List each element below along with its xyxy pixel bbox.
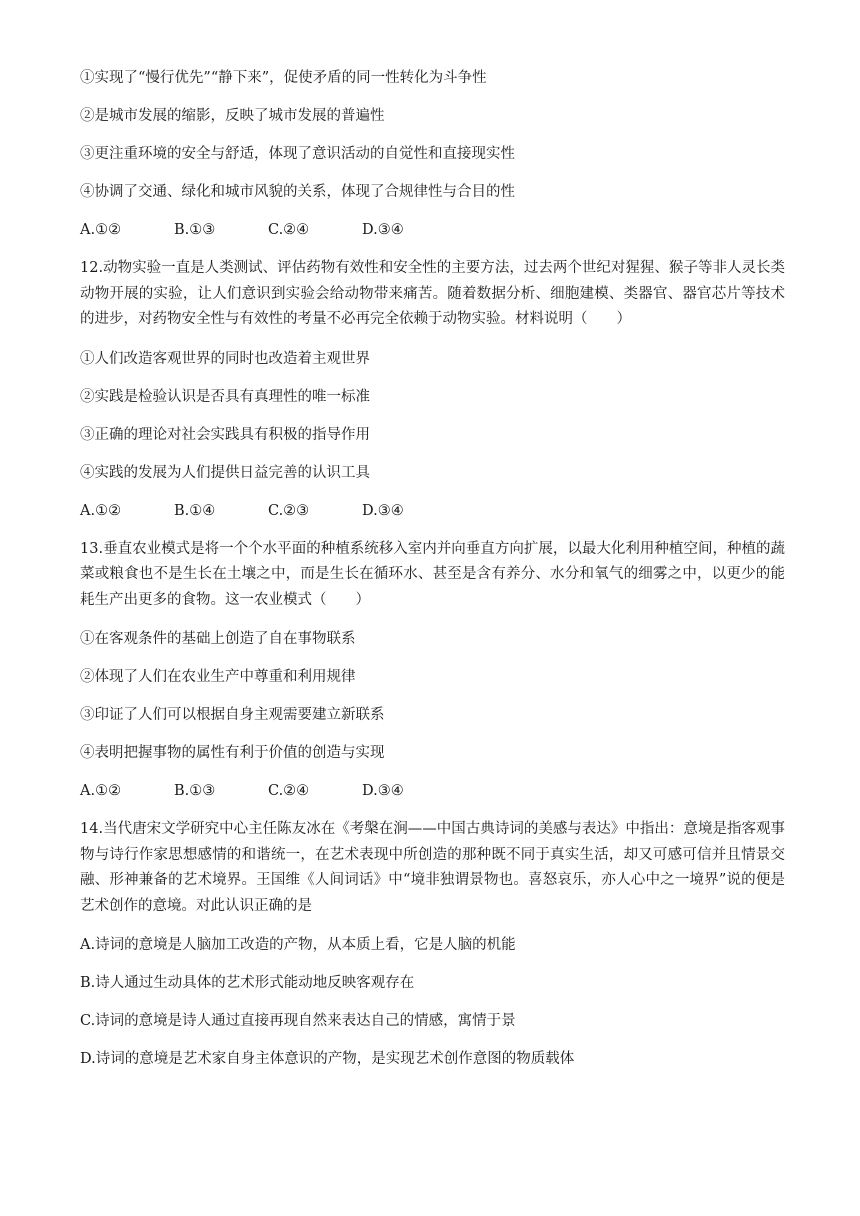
q11-option-3: ③更注重环境的安全与舒适，体现了意识活动的自觉性和直接现实性	[80, 146, 515, 162]
q13-choice-a: A.①②	[80, 783, 122, 799]
q11-choice-b: B.①③	[174, 222, 216, 238]
q13-option-4: ④表明把握事物的属性有利于价值的创造与实现	[80, 745, 385, 761]
q13-option-3: ③印证了人们可以根据自身主观需要建立新联系	[80, 707, 385, 723]
q11-option-2: ②是城市发展的缩影，反映了城市发展的普遍性	[80, 108, 385, 124]
q13-choice-c: C.②④	[268, 783, 310, 799]
q11-option-1: ①实现了“慢行优先”“静下来”，促使矛盾的同一性转化为斗争性	[80, 70, 487, 86]
q12-choice-b: B.①④	[174, 502, 216, 519]
q12-choice-c: C.②③	[268, 502, 310, 519]
q14-option-d: D.诗词的意境是艺术家自身主体意识的产物，是实现艺术创作意图的物质载体	[80, 1051, 575, 1067]
q11-choices	[80, 218, 785, 242]
q13-choice-b: B.①③	[174, 783, 216, 799]
q13-choice-d: D.③④	[362, 783, 404, 799]
q14-option-c: C.诗词的意境是诗人通过直接再现自然来表达自己的情感，寓情于景	[80, 1013, 516, 1029]
q11-option-4: ④协调了交通、绿化和城市风貌的关系，体现了合规律性与合目的性	[80, 184, 515, 200]
exam-page	[80, 66, 785, 1071]
q13-option-2: ②体现了人们在农业生产中尊重和利用规律	[80, 669, 356, 685]
q12-choice-a: A.①②	[80, 502, 122, 519]
q12-choice-d: D.③④	[362, 502, 404, 519]
q12-option-1: ①人们改造客观世界的同时也改造着主观世界	[80, 350, 370, 367]
q12-option-2: ②实践是检验认识是否具有真理性的唯一标准	[80, 388, 370, 405]
q11-choice-c: C.②④	[268, 222, 310, 238]
q14-option-a: A.诗词的意境是人脑加工改造的产物，从本质上看，它是人脑的机能	[80, 937, 516, 953]
q13-stem: 13.垂直农业模式是将一个个水平面的种植系统移入室内并向垂直方向扩展，以最大化利用种植空间，种植的蔬菜或粮食也不是生长在土壤之中，而是生长在循环水、甚至是含有养分、水分和氧气的细雾之中，以更少的能耗生产出更多的食物。这一农业模式（ ）	[80, 540, 785, 608]
q13-choices	[80, 779, 785, 803]
q14-option-b: B.诗人通过生动具体的艺术形式能动地反映客观存在	[80, 975, 415, 991]
q12-option-3: ③正确的理论对社会实践具有积极的指导作用	[80, 426, 370, 443]
q12-stem: 12.动物实验一直是人类测试、评估药物有效性和安全性的主要方法，过去两个世纪对猩猩、猴子等非人灵长类动物开展的实验，让人们意识到实验会给动物带来痛苦。随着数据分析、细胞建模、类器官、器官芯片等技术的进步，对药物安全性与有效性的考量不必再完全依赖于动物实验。材料说明（ ）	[80, 260, 785, 327]
q12-option-4: ④实践的发展为人们提供日益完善的认识工具	[80, 464, 370, 481]
q12-choices	[80, 499, 785, 523]
q11-choice-a: A.①②	[80, 222, 122, 238]
q14-stem: 14.当代唐宋文学研究中心主任陈友冰在《考槃在涧——中国古典诗词的美感与表达》中指出：意境是指客观事物与诗行作家思想感情的和谐统一，在艺术表现中所创造的那种既不同于真实生活，却又可感可信并且情景交融、形神兼备的艺术境界。王国维《人间词话》中“境非独谓景物也。喜怒哀乐，亦人心中之一境界”说的便是艺术创作的意境。对此认识正确的是	[80, 821, 785, 914]
q13-option-1: ①在客观条件的基础上创造了自在事物联系	[80, 631, 356, 647]
q11-choice-d: D.③④	[362, 222, 404, 238]
